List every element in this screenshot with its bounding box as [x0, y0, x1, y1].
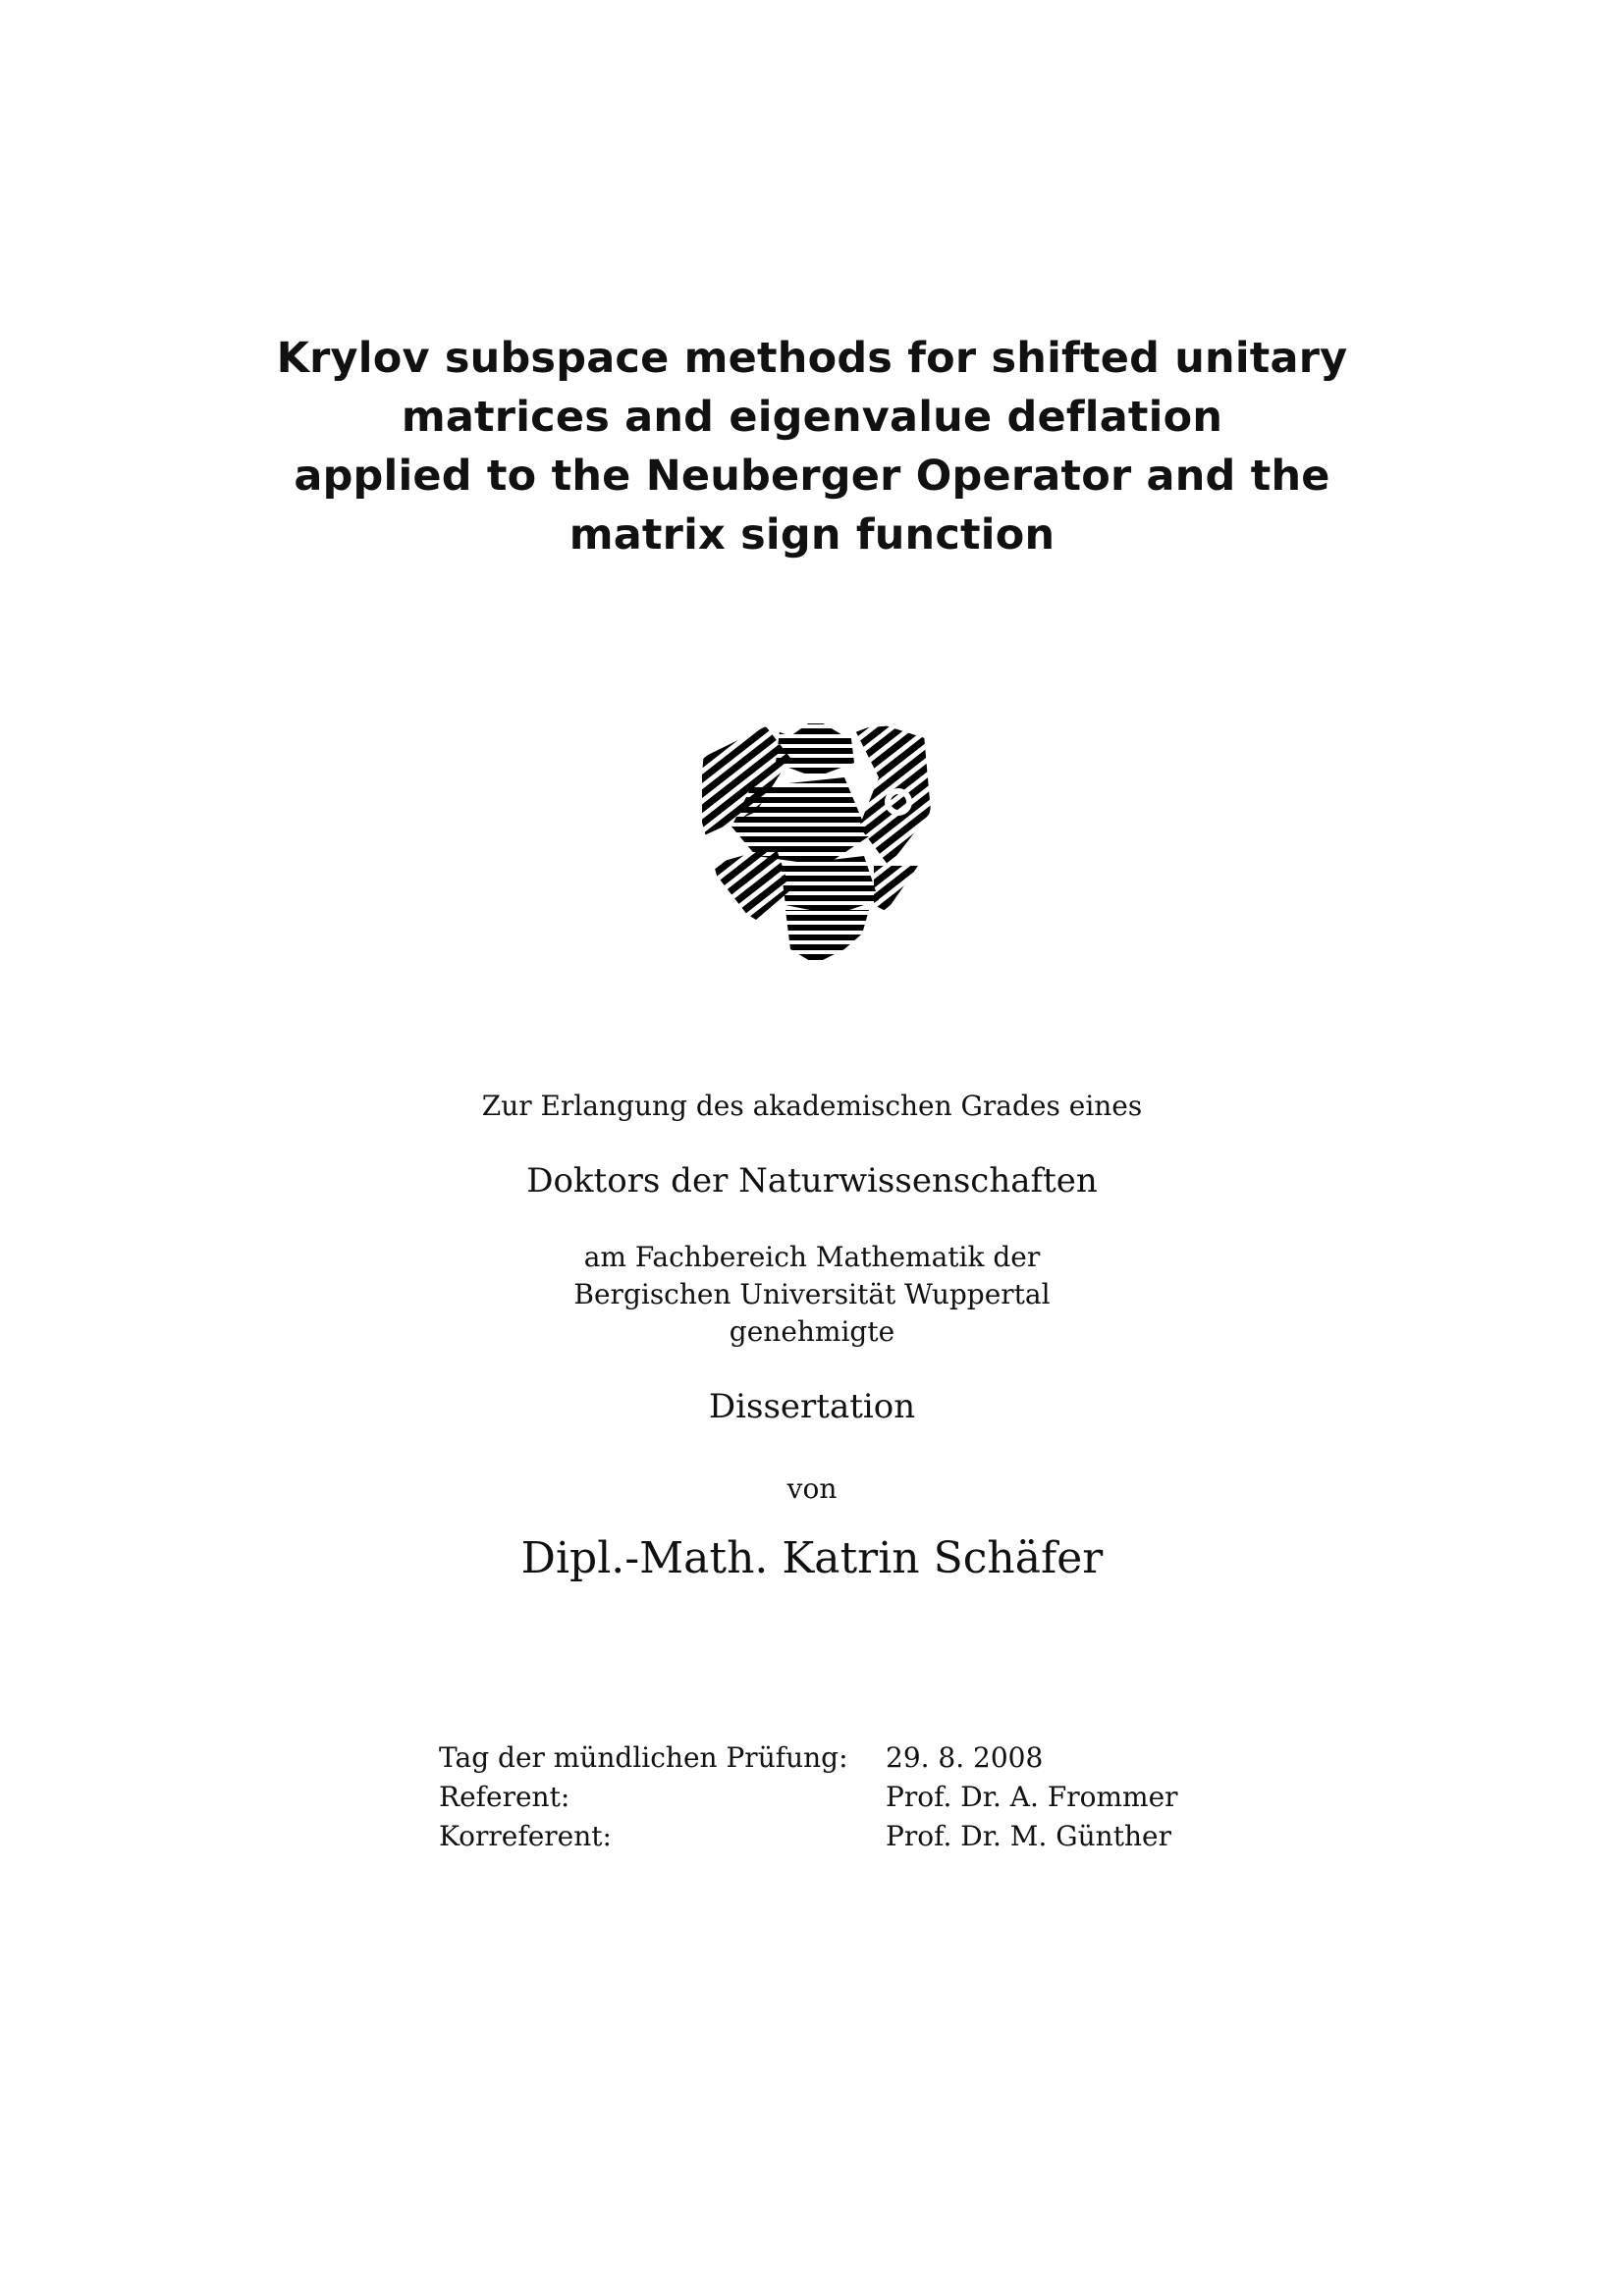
author-name: Dipl.-Math. Katrin Schäfer: [520, 1533, 1104, 1583]
co-referee-row: [439, 1817, 1178, 1856]
department-line: genehmigte: [729, 1315, 895, 1348]
exam-details-table: [439, 1738, 1178, 1856]
department-line: am Fachbereich Mathematik der: [583, 1241, 1041, 1273]
degree-intro-text: Zur Erlangung des akademischen Grades eines: [481, 1090, 1143, 1122]
co-referee-label: Korreferent:: [439, 1820, 612, 1852]
university-lion-crest-icon: [697, 719, 933, 964]
title-line: matrix sign function: [568, 510, 1056, 560]
thesis-title: [223, 329, 1401, 564]
department-text: [223, 1239, 1401, 1351]
title-line: applied to the Neuberger Operator and the: [294, 452, 1330, 501]
title-line: matrices and eigenvalue deflation: [401, 393, 1223, 442]
document-type: Dissertation: [708, 1387, 916, 1426]
degree-name: Doktors der Naturwissenschaften: [526, 1161, 1098, 1201]
co-referee-value: Prof. Dr. M. Günther: [886, 1820, 1171, 1852]
referee-row: [439, 1778, 1178, 1817]
by-label: von: [786, 1472, 838, 1505]
department-line: Bergischen Universität Wuppertal: [573, 1278, 1051, 1310]
exam-date-row: [439, 1738, 1178, 1778]
exam-date-value: 29. 8. 2008: [886, 1741, 1044, 1774]
exam-date-label: Tag der mündlichen Prüfung:: [439, 1741, 848, 1774]
referee-label: Referent:: [439, 1781, 570, 1813]
referee-value: Prof. Dr. A. Frommer: [886, 1781, 1178, 1813]
title-line: Krylov subspace methods for shifted unitary: [276, 334, 1348, 383]
